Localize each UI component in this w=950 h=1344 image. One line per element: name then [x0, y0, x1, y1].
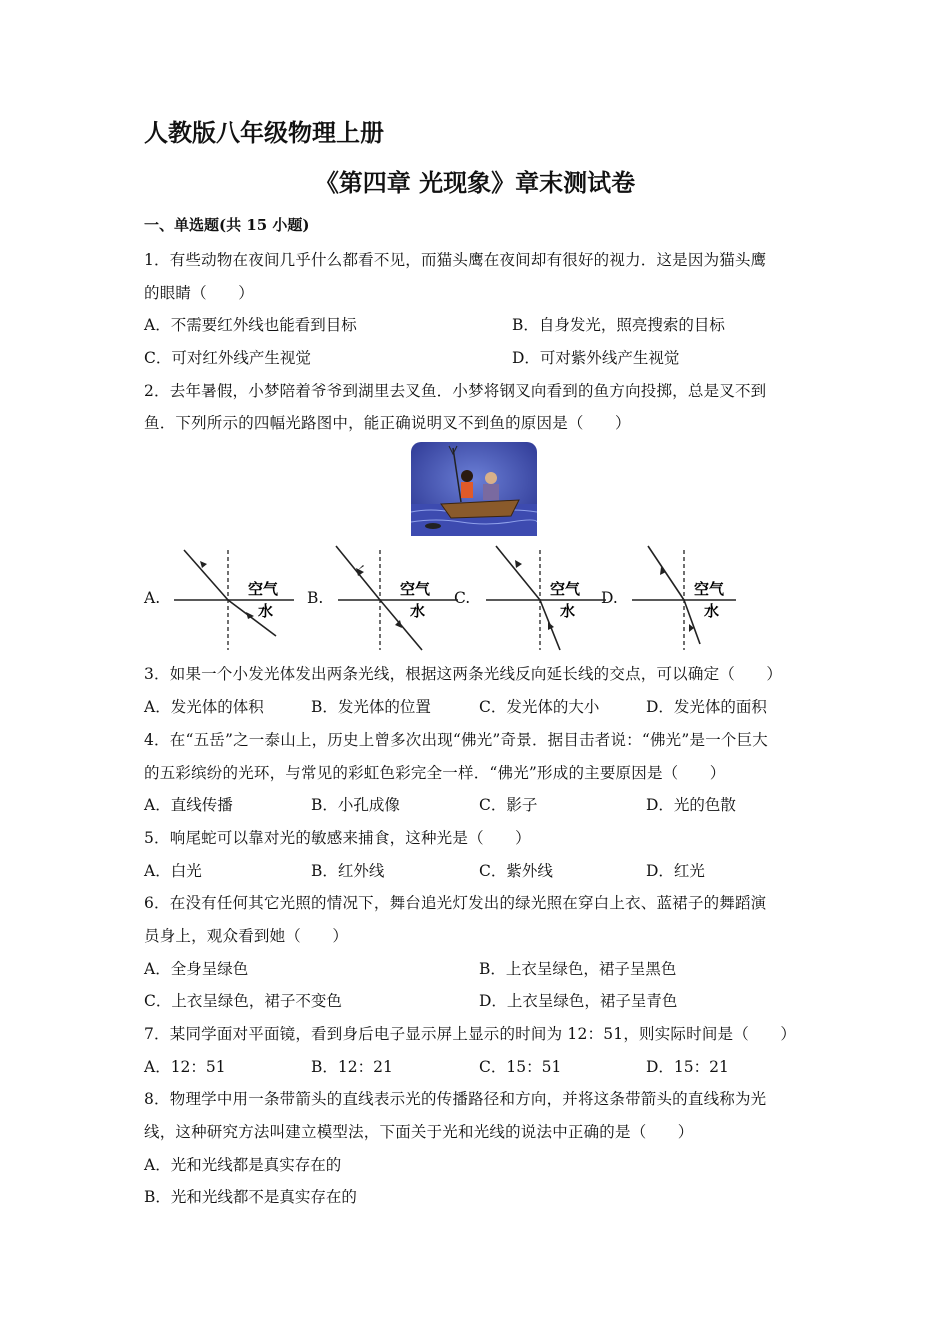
- q2-stem-line1: 2．去年暑假，小梦陪着爷爷到湖里去叉鱼．小梦将钢叉向看到的鱼方向投掷，总是叉不到: [144, 382, 767, 400]
- q4-option-a: A．直线传播: [144, 796, 233, 814]
- q8-option-b: B．光和光线都不是真实存在的: [144, 1188, 357, 1206]
- ray-diagram-a: [170, 544, 300, 654]
- water-label: 水: [258, 602, 274, 620]
- q2-label-c: C.: [454, 589, 471, 607]
- ray-diagram-b: [334, 544, 464, 654]
- ray-diagram-c: [482, 544, 612, 654]
- q7-option-b: B．12：21: [311, 1058, 393, 1076]
- q1-option-c: C．可对红外线产生视觉: [144, 349, 311, 367]
- q2-label-a: A.: [144, 589, 161, 607]
- doc-subtitle: 《第四章 光现象》章末测试卷: [314, 169, 636, 197]
- air-label: 空气: [550, 580, 581, 598]
- q3-stem: 3．如果一个小发光体发出两条光线，根据这两条光线反向延长线的交点，可以确定（ ）: [144, 665, 783, 683]
- q7-stem: 7．某同学面对平面镜，看到身后电子显示屏上显示的时间为 12：51，则实际时间是（ ）: [144, 1025, 797, 1043]
- q4-option-d: D．光的色散: [646, 796, 736, 814]
- q6-option-a: A．全身呈绿色: [144, 960, 249, 978]
- air-label: 空气: [248, 580, 279, 598]
- water-label: 水: [704, 602, 720, 620]
- q7-option-c: C．15：51: [479, 1058, 562, 1076]
- q5-stem: 5．响尾蛇可以靠对光的敏感来捕食，这种光是（ ）: [144, 829, 531, 847]
- section-heading: 一、单选题(共 15 小题): [144, 216, 310, 234]
- q6-option-d: D．上衣呈绿色，裙子呈青色: [479, 992, 678, 1010]
- q1-option-d: D．可对紫外线产生视觉: [512, 349, 680, 367]
- q2-label-b: B.: [307, 589, 324, 607]
- boat-fishing-illustration: [411, 442, 537, 536]
- q3-option-c: C．发光体的大小: [479, 698, 600, 716]
- q6-stem-line1: 6．在没有任何其它光照的情况下，舞台追光灯发出的绿光照在穿白上衣、蓝裙子的舞蹈演: [144, 894, 767, 912]
- q2-label-d: D.: [601, 589, 618, 607]
- q6-option-b: B．上衣呈绿色，裙子呈黑色: [479, 960, 677, 978]
- water-label: 水: [410, 602, 426, 620]
- q1-stem-line1: 1．有些动物在夜间几乎什么都看不见，而猫头鹰在夜间却有很好的视力．这是因为猫头鹰: [144, 251, 767, 269]
- water-label: 水: [560, 602, 576, 620]
- q3-option-a: A．发光体的体积: [144, 698, 264, 716]
- q7-option-a: A．12：51: [144, 1058, 226, 1076]
- q3-option-d: D．发光体的面积: [646, 698, 767, 716]
- air-label: 空气: [400, 580, 431, 598]
- q5-option-b: B．红外线: [311, 862, 385, 880]
- q6-stem-line2: 员身上，观众看到她（ ）: [144, 927, 349, 945]
- q4-option-c: C．影子: [479, 796, 538, 814]
- q5-option-c: C．紫外线: [479, 862, 553, 880]
- q3-option-b: B．发光体的位置: [311, 698, 431, 716]
- q6-option-c: C．上衣呈绿色，裙子不变色: [144, 992, 342, 1010]
- q1-stem-line2: 的眼睛（ ）: [144, 284, 254, 302]
- ray-diagram-d: [628, 544, 758, 654]
- q1-option-a: A．不需要红外线也能看到目标: [144, 316, 357, 334]
- q8-option-a: A．光和光线都是真实存在的: [144, 1156, 342, 1174]
- q2-stem-line2: 鱼．下列所示的四幅光路图中，能正确说明叉不到鱼的原因是（ ）: [144, 414, 631, 432]
- q4-stem-line1: 4．在“五岳”之一泰山上，历史上曾多次出现“佛光”奇景．据目击者说：“佛光”是一个巨大: [144, 731, 769, 749]
- q8-stem-line1: 8．物理学中用一条带箭头的直线表示光的传播路径和方向，并将这条带箭头的直线称为光: [144, 1090, 767, 1108]
- q8-stem-line2: 线，这种研究方法叫建立模型法，下面关于光和光线的说法中正确的是（ ）: [144, 1123, 694, 1141]
- q1-option-b: B．自身发光，照亮搜索的目标: [512, 316, 725, 334]
- q5-option-d: D．红光: [646, 862, 705, 880]
- q5-option-a: A．白光: [144, 862, 202, 880]
- q4-stem-line2: 的五彩缤纷的光环，与常见的彩虹色彩完全一样．“佛光”形成的主要原因是（ ）: [144, 764, 726, 782]
- q4-option-b: B．小孔成像: [311, 796, 400, 814]
- doc-title: 人教版八年级物理上册: [144, 119, 384, 147]
- q7-option-d: D．15：21: [646, 1058, 729, 1076]
- air-label: 空气: [694, 580, 725, 598]
